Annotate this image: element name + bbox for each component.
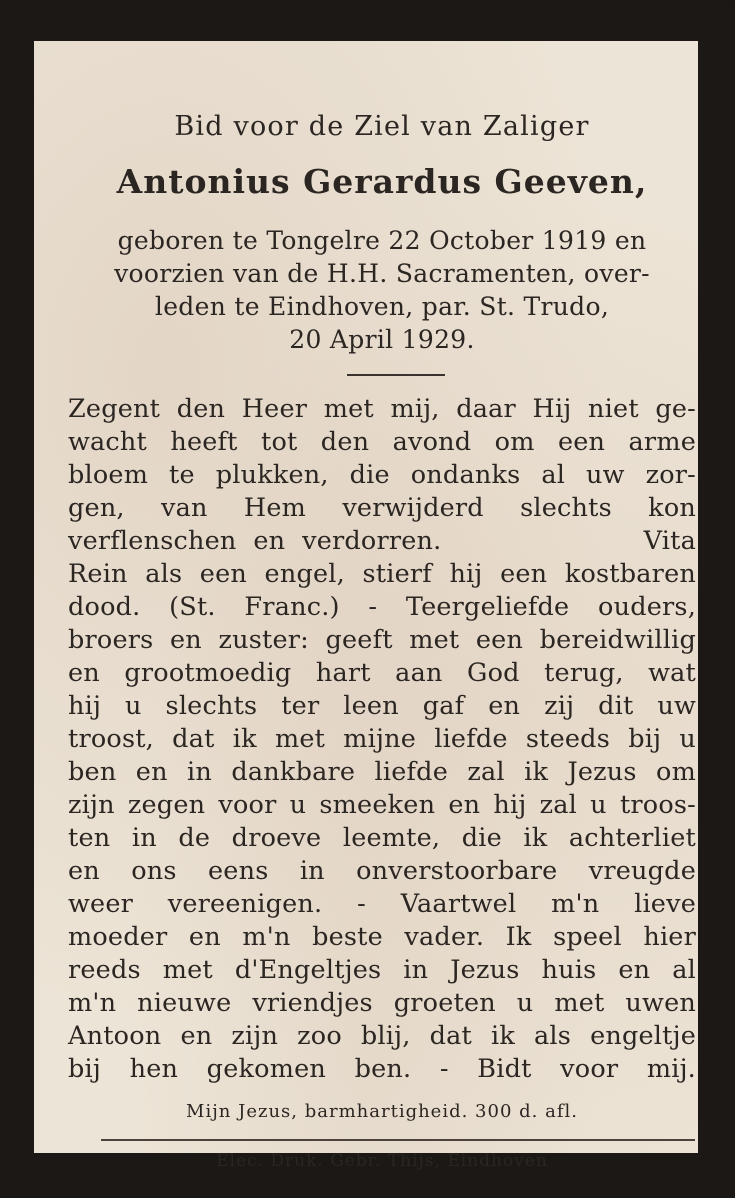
body-line: ben en in dankbare liefde zal ik Jezus om (68, 757, 696, 787)
body-line: dood. (St. Franc.) - Teergeliefde ouders, (68, 592, 696, 622)
body-line: verflenschen en verdorren. Vita (68, 526, 696, 556)
body-line: bij hen gekomen ben. - Bidt voor mij. (68, 1054, 696, 1084)
body-line: en ons eens in onverstoorbare vreugde (68, 856, 696, 886)
body-line: broers en zuster: geeft met een bereidwillig (68, 625, 696, 655)
sacraments-line: voorzien van de H.H. Sacramenten, over- (114, 259, 650, 288)
body-line: Rein als een engel, stierf hij een kostbaren (68, 559, 696, 589)
body-line: wacht heeft tot den avond om een arme (68, 427, 696, 457)
body-line: ten in de droeve leemte, die ik achterliet (68, 823, 696, 853)
body-line: Zegent den Heer met mij, daar Hij niet ge- (68, 394, 696, 424)
death-date-line: 20 April 1929. (289, 325, 475, 354)
body-line: hij u slechts ter leen gaf en zij dit uw (68, 691, 696, 721)
body-line: reeds met d'Engeltjes in Jezus huis en al (68, 955, 696, 985)
body-line: Antoon en zijn zoo blij, dat ik als engeltje (68, 1021, 696, 1051)
body-line: troost, dat ik met mijne liefde steeds bij u (68, 724, 696, 754)
footer-rule (101, 1139, 695, 1141)
memorial-card (34, 41, 698, 1171)
body-line: en grootmoedig hart aan God terug, wat (68, 658, 696, 688)
body-line: zijn zegen voor u smeeken en hij zal u troos- (68, 790, 696, 820)
body-line: moeder en m'n beste vader. Ik speel hier (68, 922, 696, 952)
section-divider (347, 374, 445, 376)
body-line: gen, van Hem verwijderd slechts kon (68, 493, 696, 523)
birth-line: geboren te Tongelre 22 October 1919 en (117, 226, 647, 255)
body-line: bloem te plukken, die ondanks al uw zor- (68, 460, 696, 490)
indulgence-prayer: Mijn Jezus, barmhartigheid. 300 d. afl. (186, 1101, 578, 1122)
prayer-header: Bid voor de Ziel van Zaliger (174, 111, 590, 142)
body-line: m'n nieuwe vriendjes groeten u met uwen (68, 988, 696, 1018)
deceased-name: Antonius Gerardus Geeven, (116, 162, 648, 201)
body-line: weer vereenigen. - Vaartwel m'n lieve (68, 889, 696, 919)
death-place-line: leden te Eindhoven, par. St. Trudo, (154, 292, 610, 321)
printer-credit: Elec. Druk. Gebr. Thijs, Eindhoven (216, 1151, 548, 1171)
